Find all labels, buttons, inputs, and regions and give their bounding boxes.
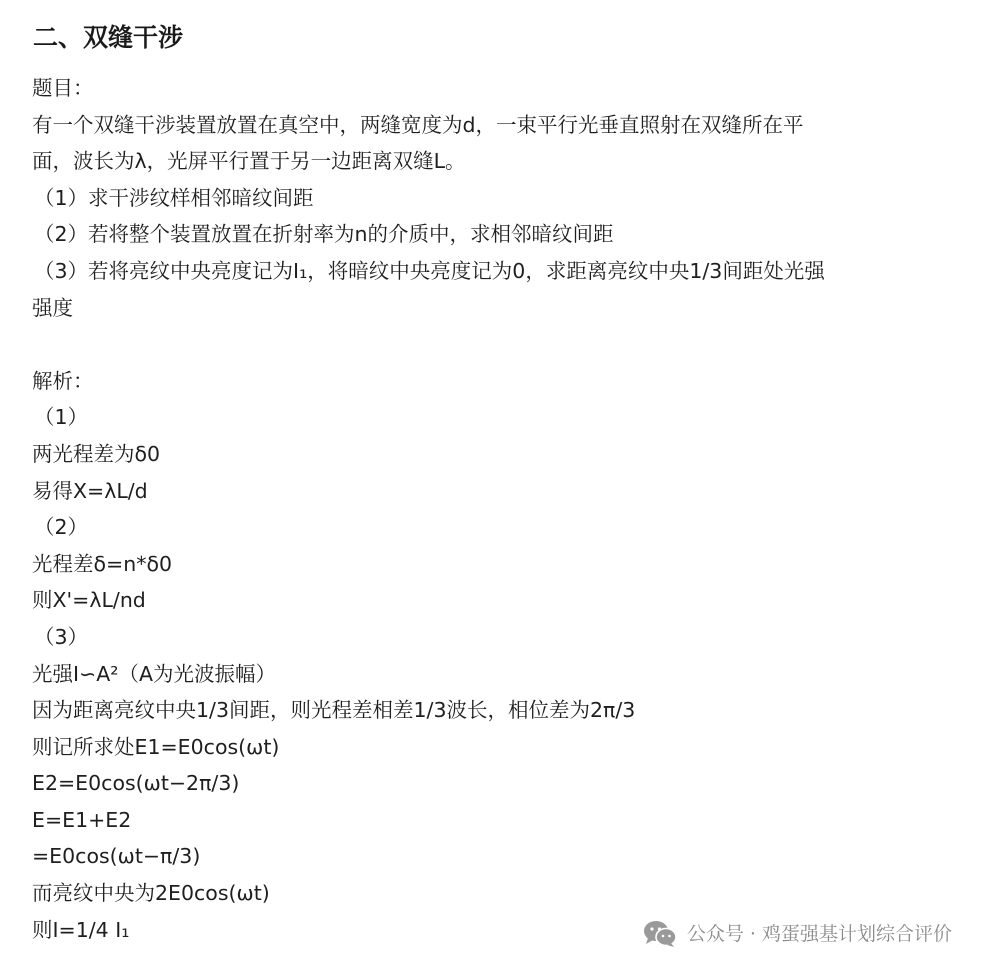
question-stem-line-1: 有一个双缝干涉装置放置在真空中，两缝宽度为d，一束平行光垂直照射在双缝所在平 [32,112,804,137]
question-part-3-line-2: 强度 [32,295,73,320]
solution-line: （3） [34,624,89,649]
solution-line: E=E1+E2 [32,807,132,832]
watermark-text: 公众号 · 鸡蛋强基计划综合评价 [686,923,952,945]
solution-line: =E0cos(ωt−π/3) [32,844,201,869]
question-part-3-line-1: （3）若将亮纹中央亮度记为I₁，将暗纹中央亮度记为0，求距离亮纹中央1/3间距处光强 [34,258,825,283]
solution-line: 光强I∽A²（A为光波振幅） [32,661,276,686]
question-heading: 题目： [32,76,94,100]
solution-line: E2=E0cos(ωt−2π/3) [32,771,240,796]
solution-heading: 解析： [32,368,94,393]
solution-line: 光程差δ=n*δ0 [32,551,173,576]
question-stem-line-2: 面，波长为λ，光屏平行置于另一边距离双缝L。 [32,149,466,174]
blank-line [32,326,952,363]
solution-line: 则X'=λL/nd [32,588,146,613]
watermark [643,916,952,952]
solution-line: 而亮纹中央为2E0cos(ωt) [32,881,270,906]
question-part-2: （2）若将整个装置放置在折射率为n的介质中，求相邻暗纹间距 [34,222,614,247]
question-part-1: （1）求干涉纹样相邻暗纹间距 [34,185,314,210]
solution-line: （2） [34,515,89,540]
solution-line: 因为距离亮纹中央1/3间距，则光程差相差1/3波长，相位差为2π/3 [32,698,636,723]
solution-line: 两光程差为δ0 [32,441,161,466]
section-title: 二、双缝干涉 [33,23,184,52]
solution-line: 则记所求处E1=E0cos(ωt) [32,734,280,759]
wechat-icon [643,920,677,948]
solution-line: 则I=1/4 I₁ [32,917,130,942]
document-body [32,70,952,948]
solution-line: 易得X=λL/d [32,478,148,503]
solution-line: （1） [34,405,89,430]
